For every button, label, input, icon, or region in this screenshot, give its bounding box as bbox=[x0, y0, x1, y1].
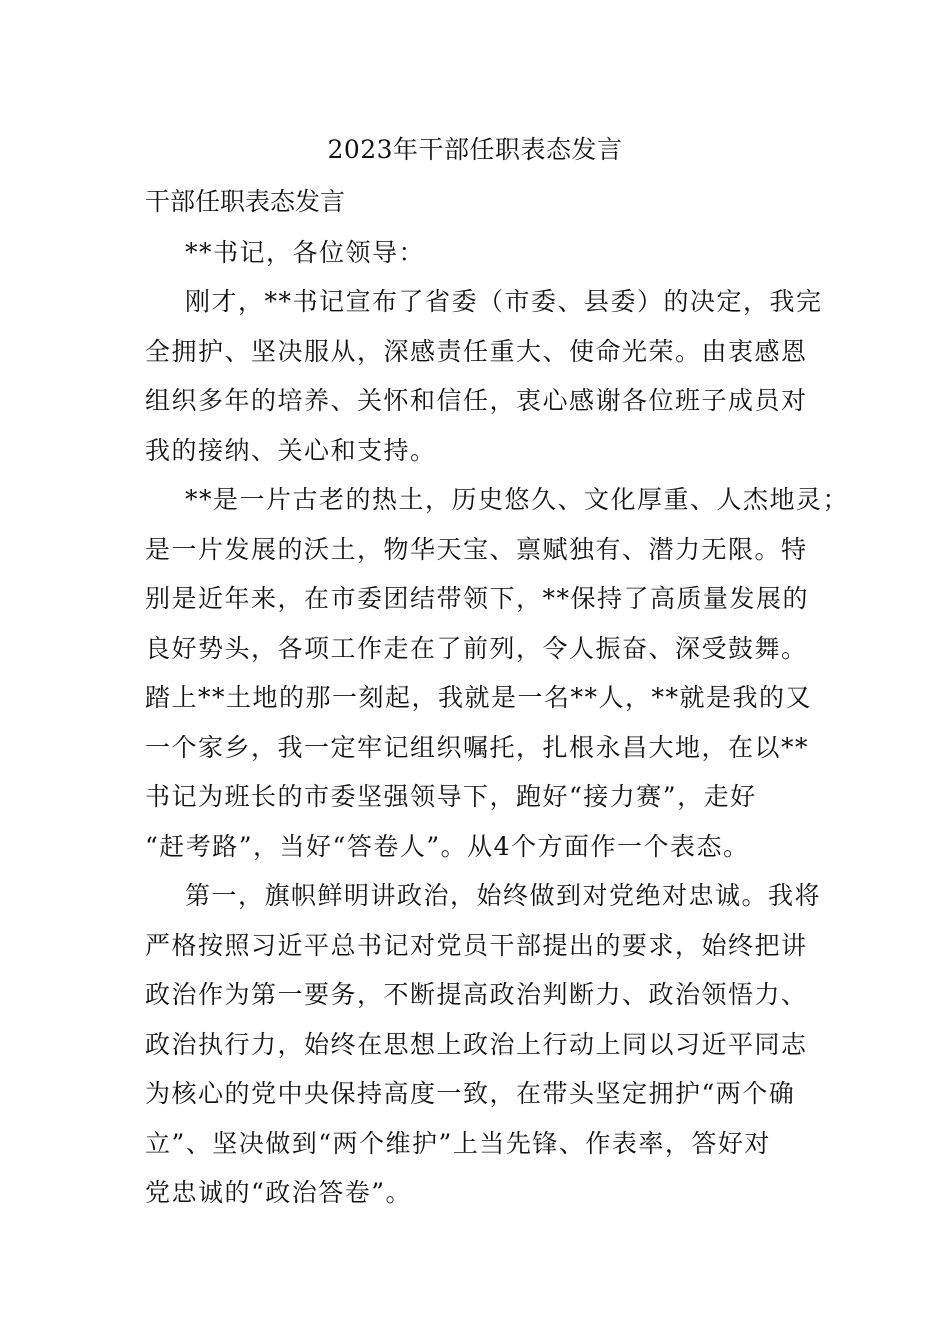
document-subtitle: 干部任职表态发言 bbox=[145, 187, 346, 216]
paragraph-1-line-3: 组织多年的培养、关怀和信任，衷心感谢各位班子成员对 bbox=[145, 386, 808, 415]
paragraph-2-line-4: 良好势头，各项工作走在了前列，令人振奋、深受鼓舞。 bbox=[145, 634, 808, 663]
salutation-line: **书记，各位领导： bbox=[185, 238, 426, 267]
paragraph-3-line-2: 严格按照习近平总书记对党员干部提出的要求，始终把讲 bbox=[145, 931, 808, 960]
paragraph-2-line-7: 书记为班长的市委坚强领导下，跑好“接力赛”，走好 bbox=[145, 782, 757, 811]
paragraph-2-line-8: “赶考路”，当好“答卷人”。从4个方面作一个表态。 bbox=[145, 832, 750, 861]
paragraph-3-line-5: 为核心的党中央保持高度一致，在带头坚定拥护“两个确 bbox=[145, 1079, 796, 1108]
paragraph-1-line-4: 我的接纳、关心和支持。 bbox=[145, 436, 437, 465]
paragraph-1-line-2: 全拥护、坚决服从，深感责任重大、使命光荣。由衷感恩 bbox=[145, 337, 808, 366]
paragraph-2-line-2: 是一片发展的沃土，物华天宝、禀赋独有、潜力无限。特 bbox=[145, 535, 808, 564]
paragraph-2-line-3: 别是近年来，在市委团结带领下，**保持了高质量发展的 bbox=[145, 584, 810, 613]
paragraph-3-line-6: 立”、坚决做到“两个维护”上当先锋、作表率，答好对 bbox=[145, 1129, 771, 1158]
document-title: 2023年干部任职表态发言 bbox=[327, 135, 623, 164]
paragraph-2-line-1: **是一片古老的热土，历史悠久、文化厚重、人杰地灵； bbox=[185, 485, 850, 514]
paragraph-1-line-1: 刚才，**书记宣布了省委（市委、县委）的决定，我完 bbox=[185, 287, 823, 316]
paragraph-2-line-5: 踏上**土地的那一刻起，我就是一名**人，**就是我的又 bbox=[145, 683, 813, 712]
paragraph-2-line-6: 一个家乡，我一定牢记组织嘱托，扎根永昌大地，在以** bbox=[145, 733, 810, 762]
paragraph-3-line-4: 政治执行力，始终在思想上政治上行动上同以习近平同志 bbox=[145, 1030, 808, 1059]
paragraph-3-line-1: 第一，旗帜鲜明讲政治，始终做到对党绝对忠诚。我将 bbox=[185, 881, 822, 910]
paragraph-3-line-3: 政治作为第一要务，不断提高政治判断力、政治领悟力、 bbox=[145, 980, 808, 1009]
paragraph-3-line-7: 党忠诚的“政治答卷”。 bbox=[145, 1178, 413, 1207]
